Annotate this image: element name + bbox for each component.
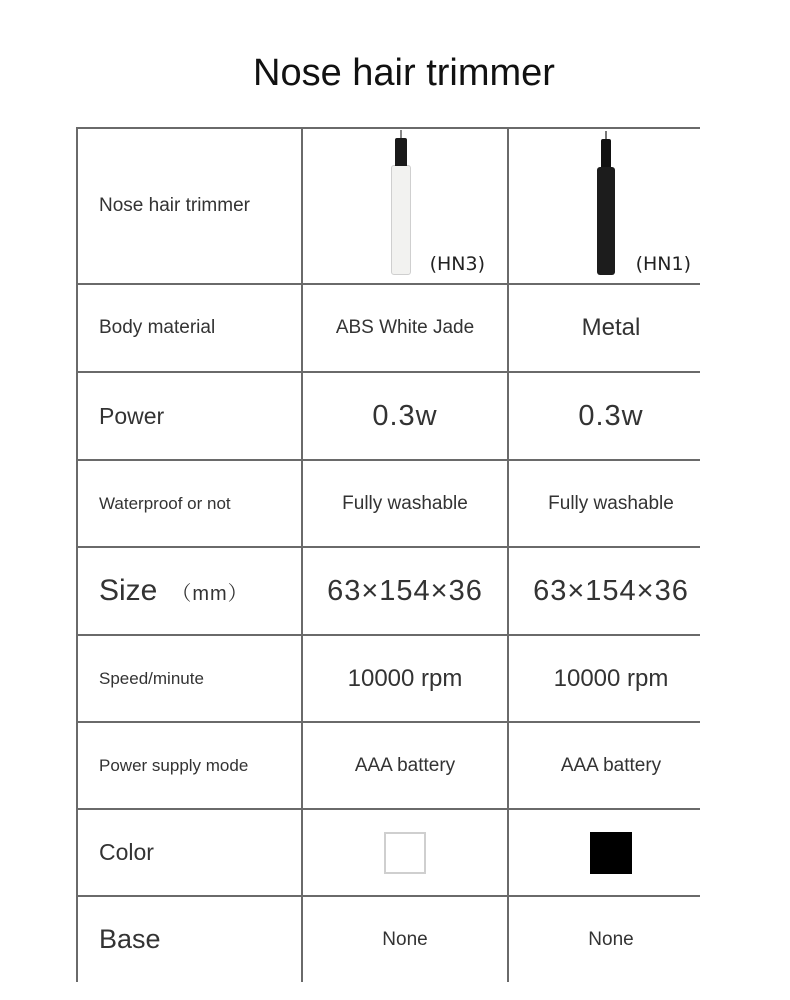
table-row-speed [77,635,700,722]
comparison-table [76,127,700,982]
black-trimmer-image [597,167,615,275]
value-cell: Fully washable [508,460,700,547]
value-cell: ABS White Jade [302,284,508,372]
value-cell: Fully washable [302,460,508,547]
row-label [77,547,302,635]
row-label: Power [77,372,302,460]
value-cell [508,809,700,896]
value-cell: None [302,896,508,982]
row-label: Nose hair trimmer [77,128,302,284]
page-title: Nose hair trimmer [253,52,555,94]
value-cell: 63×154×36 [508,547,700,635]
table-row-body-material [77,284,700,372]
comparison-table-wrap [76,127,700,982]
product-cell-hn1 [508,128,700,284]
value-cell: 63×154×36 [302,547,508,635]
value-cell: 10000 rpm [302,635,508,722]
table-row-power [77,372,700,460]
row-label: Color [77,809,302,896]
value-cell: 0.3w [508,372,700,460]
value-cell: 0.3w [302,372,508,460]
table-row-power-supply [77,722,700,809]
row-label: Body material [77,284,302,372]
size-label: Size [99,574,158,607]
value-cell: AAA battery [508,722,700,809]
white-trimmer-image [391,165,411,275]
model-label-hn1: (HN1) [635,253,691,275]
row-label: Waterproof or not [77,460,302,547]
table-row-size [77,547,700,635]
model-label-hn3: (HN3) [429,253,485,275]
row-label: Speed/minute [77,635,302,722]
table-row-waterproof [77,460,700,547]
table-row-product-image [77,128,700,284]
value-cell: AAA battery [302,722,508,809]
row-label: Power supply mode [77,722,302,809]
value-cell: 10000 rpm [508,635,700,722]
table-row-base [77,896,700,982]
white-color-swatch [384,832,426,874]
value-cell [302,809,508,896]
product-cell-hn3 [302,128,508,284]
black-color-swatch [590,832,632,874]
value-cell: None [508,896,700,982]
row-label: Base [77,896,302,982]
size-unit: （mm） [171,583,249,605]
value-cell: Metal [508,284,700,372]
table-row-color [77,809,700,896]
